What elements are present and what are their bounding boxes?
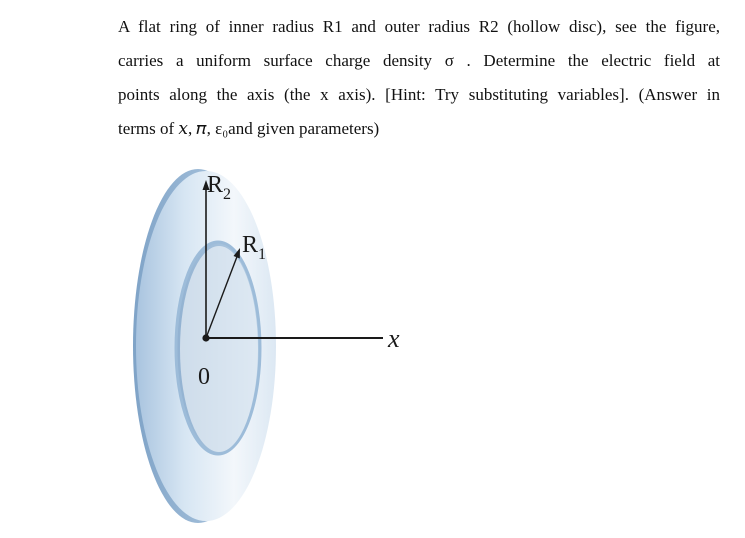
ring-diagram (118, 160, 458, 538)
x-axis-label: x (388, 324, 400, 353)
ring-inner-hole (180, 246, 258, 452)
problem-line-3: points along the axis (the x axis). [Hint: Try substituting variables]. (Answer in (118, 85, 720, 104)
problem-line-4: terms of 𝑥, 𝜋, ε₀and given parameters) (118, 119, 380, 138)
problem-line-1: A flat ring of inner radius R1 and outer radius R2 (hollow disc), see the figure, (118, 17, 720, 36)
origin-label: 0 (198, 364, 210, 390)
ring-figure (118, 160, 458, 538)
problem-statement (118, 10, 720, 146)
inner-radius-label: $R_1$ (242, 232, 267, 263)
origin-point (202, 334, 209, 341)
problem-line-2: carries a uniform surface charge density σ . Determine the electric field at (118, 51, 720, 70)
outer-radius-label: $R_2$ (207, 172, 232, 203)
